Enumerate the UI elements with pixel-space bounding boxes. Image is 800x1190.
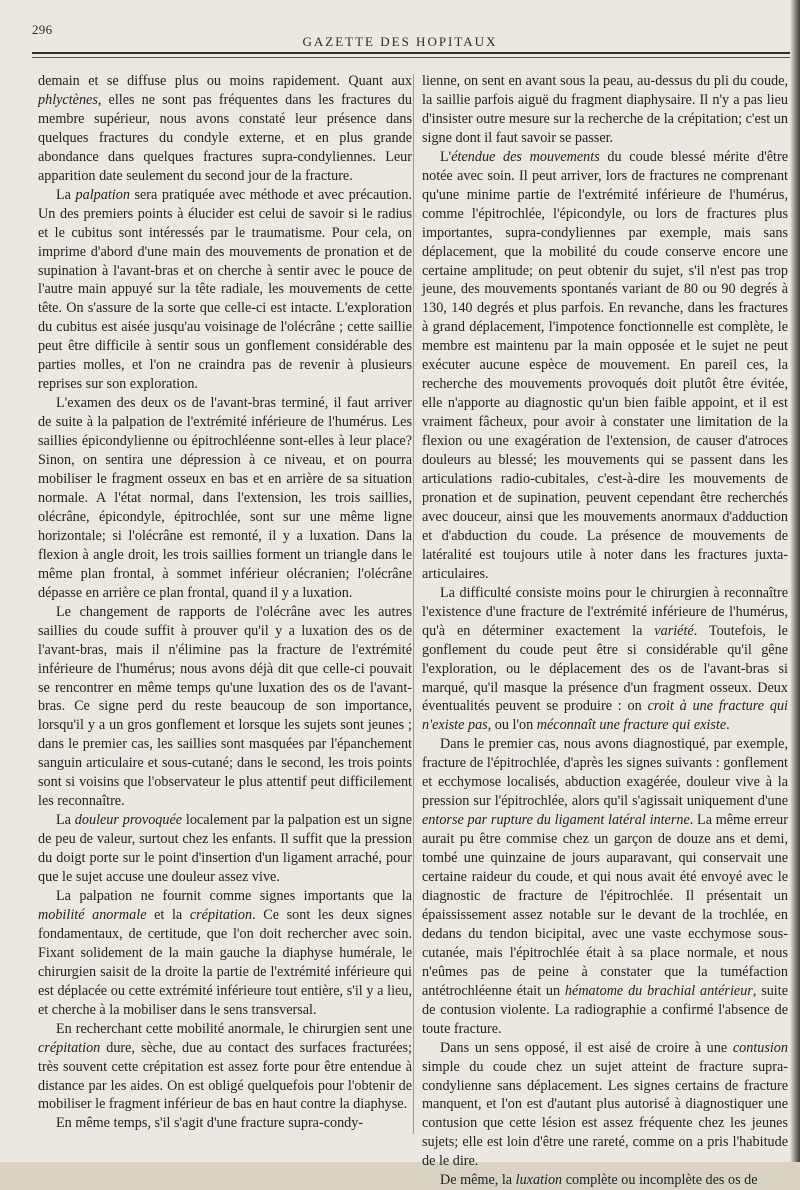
text-run: localement par la palpation est un signe de peu de valeur, surtout chez les enfants. Il suffit que la pression du doigt porte sur le point d'insertion d'un ligament arraché, pour que le sujet accuse une douleur assez vive.: [38, 812, 412, 886]
paragraph: [38, 72, 412, 186]
text-run: . Toutefois, le gonflement du coude peut être si considérable qu'il gêne l'exploration, ou le déplacement des os de l'avant-bras si marqué, qu'il masque la présence d'un fragment osseux. Deux éventualités peuvent se produire : on: [422, 622, 788, 715]
header-rule-thick: [32, 52, 792, 54]
text-run: lienne, on sent en avant sous la peau, au-dessus du pli du coude, la saillie parfois aiguë du fragment diaphysaire. Il n'y a pas lieu d'insister outre mesure sur la recherche de la crépitation; c'est un signe dont il faut savoir se passer.: [422, 73, 788, 146]
text-run: De même, la: [440, 1172, 516, 1189]
text-run: En recherchant cette mobilité anormale, le chirurgien sent une: [56, 1020, 412, 1037]
italic-term: croit à une fracture qui n'existe pas: [422, 698, 788, 734]
italic-term: phlyctènes: [38, 91, 98, 108]
italic-term: variété: [654, 622, 694, 639]
paragraph: [38, 887, 412, 1020]
page-number: 296: [32, 22, 53, 37]
text-run: simple du coude chez un sujet atteint de fracture supra-condylienne sans déplacement. Les signes certains de fracture manquent, et l'on est d'autant plus autorisé à diagnostiquer une contusion que cette lésion est assez fréquente chez les jeunes sujets; elle est loin d'être une rareté, comme on a pris l'habitude de le dire.: [422, 1058, 788, 1170]
text-run: La palpation ne fournit comme signes importants que la: [56, 887, 412, 904]
right-column: [422, 72, 789, 1189]
paragraph: [38, 1114, 412, 1133]
text-run: La: [56, 186, 76, 203]
text-run: La: [56, 812, 75, 829]
text-run: dure, sèche, due au contact des surfaces fracturées; très souvent cette crépitation est assez forte pour être entendue à distance par les aides. On est obligé quelquefois pour l'obtenir de mobiliser le fragment inférieur de bas en haut contre la diaphyse.: [38, 1039, 412, 1113]
column-divider: [413, 74, 414, 1134]
text-run: Dans le premier cas, nous avons diagnostiqué, par exemple, fracture de l'épitrochlée, d'après les signes suivants : gonflement et ecchymose localisés, abduction exagérée, douleur vive à la pression sur l'épitrochlée, alors qu'il s'agissait uniquement d'une: [422, 736, 788, 810]
italic-term: palpation: [75, 186, 130, 203]
text-run: , elles ne sont pas fréquentes dans les fractures du membre supérieur, nous avons constaté leur présence dans quelques fractures du condyle externe, et en plus grande abondance dans quelques fractures supra-condyliennes. Leur apparition date seulement du second jour de la fracture.: [38, 91, 412, 184]
text-run: En même temps, s'il s'agit d'une fracture supra-condy-: [56, 1115, 364, 1132]
text-run: L'examen des deux os de l'avant-bras terminé, il faut arriver de suite à la palpation de l'extrémité inférieure de l'humérus. Les saillies épicondylienne ou épitrochléenne sont-elles à leur place? Sinon, on sentira une dépression à ce niveau, et on pourra mobiliser le fragment osseux en bas et en arrière de sa situation normale. A l'état normal, dans l'extension, les trois saillies, olécrâne, épicondyle, épitrochlée, sont sur une même ligne horizontale; si l'olécrâne est remonté, il y a luxation. Dans la flexion à angle droit, les trois saillies forment un triangle dans le même plan frontal, à sommet inférieur olécranien; l'olécrâne dépasse en arrière ce plan frontal, quand il y a luxation.: [38, 395, 412, 601]
text-run: , ou l'on: [487, 717, 537, 734]
left-column: [38, 72, 412, 1152]
italic-term: entorse par rupture du ligament latéral interne: [422, 812, 690, 829]
text-run: . La même erreur aurait pu être commise chez un garçon de douze ans et demi, tombé une quinzaine de jours auparavant, qui conservait une certaine raideur du coude, et qui nous avait été envoyé avec le diagnostic de fracture de l'épitrochlée. Il présentait un épaississement assez notable sur le devant de la trochlée, en dedans du tendon bicipital, avec une vaste ecchymose sous-cutanée, mais l'épitrochlée était à sa place normale, et nous n'eûmes pas de peine à constater que la tuméfaction antétrochléenne était un: [422, 812, 788, 999]
paragraph: [38, 186, 412, 394]
text-run: et la: [146, 906, 190, 923]
text-run: L': [440, 148, 452, 165]
italic-term: crépitation: [38, 1039, 101, 1056]
paragraph: [38, 603, 412, 811]
italic-term: hématome du brachial antérieur: [564, 982, 753, 999]
italic-term: douleur provoquée: [74, 812, 183, 829]
text-run: complète ou incomplète des os de: [562, 1172, 758, 1189]
text-run: , suite de contusion violente. La radiographie a confirmé l'absence de toute fracture.: [422, 982, 788, 1037]
paragraph: [422, 72, 788, 148]
text-run: sera pratiquée avec méthode et avec précaution. Un des premiers points à élucider est celui de savoir si le radius et le cubitus sont intéressés par le traumatisme. Pour cela, on imprime d'abord d'une main des mouvements de pronation et de supination à l'avant-bras et on cherche à sentir avec le pouce de l'autre main appuyé sur la tête radiale, les mouvements de cette tête. On s'assure de la sorte que celle-ci est intacte. L'exploration du cubitus est aisée jusqu'au voisinage de l'olécrâne ; cette saillie peut être difficile à sentir sous un gonflement considérable des parties molles, et l'on ne craindra pas de revenir à plusieurs reprises sur son exploration.: [38, 186, 412, 393]
italic-term: contusion: [732, 1039, 788, 1056]
page-edge-shadow: [790, 0, 800, 1162]
paragraph: [38, 394, 412, 602]
italic-term: méconnaît une fracture qui existe: [536, 717, 727, 734]
running-title: GAZETTE DES HOPITAUX: [302, 34, 498, 49]
paragraph: [422, 148, 788, 584]
text-run: demain et se diffuse plus ou moins rapidement. Quant aux: [38, 73, 412, 89]
text-run: . Ce sont les deux signes fondamentaux, de certitude, que l'on doit rechercher avec soin. Fixant solidement de la main gauche la diaphyse humérale, le chirurgien saisit de la droite la partie de l'extrémité inférieure qui est déplacée ou cette extrémité inférieure tout entière, s'il y a lieu, et cherche à la mobiliser dans le sens transversal.: [38, 906, 412, 1018]
header-rule-thin: [32, 57, 792, 58]
text-run: Le changement de rapports de l'olécrâne avec les autres saillies du coude suffit à prouver qu'il y a luxation des os de l'avant-bras, mais il n'élimine pas la fracture de l'extrémité inférieure de l'humérus; nous avons déjà dit que celle-ci pouvait se rencontrer en même temps qu'une luxation des os de l'avant-bras. Ce signe perd du reste beaucoup de son importance, lorsqu'il y a un gros gonflement et lorsque les sujets sont jeunes ; dans le premier cas, les saillies sont masquées par l'épanchement sanguin articulaire et sous-cutané; dans le second, les trois points sont si voisins que l'observateur le plus attentif peut difficilement les reconnaître.: [38, 603, 412, 810]
text-run: La difficulté consiste moins pour le chirurgien à reconnaître l'existence d'une fracture de l'extrémité inférieure de l'humérus, qu'à en déterminer exactement la: [422, 584, 788, 639]
text-run: .: [726, 717, 730, 734]
text-run: Dans un sens opposé, il est aisé de croire à une: [440, 1039, 733, 1056]
paragraph: [422, 584, 788, 736]
italic-term: crépitation: [189, 906, 253, 923]
paragraph: [422, 1171, 788, 1190]
paragraph: [422, 1039, 788, 1172]
text-run: du coude blessé mérite d'être notée avec soin. Il peut arriver, lors de fractures ne comprenant qu'une minime partie de l'extrémité inférieure de l'humérus, comme l'épitrochlée, l'épicondyle, ou lors de fractures plus importantes, supra-condyliennes par exemple, mais sans déplacement, que la mobilité du coude conserve encore une certaine amplitude; on peut obtenir du sujet, s'il n'est pas trop jeune, des mouvements spontanés variant de 80 ou 90 degrés à 130, 140 degrés et plus parfois. En revanche, dans les fractures à grand déplacement, l'impotence fonctionnelle est complète, le membre est maintenu par la main opposée et le sujet ne peut exécuter aucune espèce de mouvement. En pareil ces, la recherche des mouvements provoqués doit plutôt être évitée, elle n'apporte au diagnostic qu'un bien faible appoint, et il est vraiment fâcheux, pour avoir à constater une limitation de la flexion ou une exagération de l'extension, de causer d'atroces douleurs au blessé; les mouvements qui se passent dans les articulations radio-cubitales, c'est-à-dire les mouvements de pronation et de supination, peuvent cependant être recherchés avec douceur, ainsi que les mouvements anormaux d'adduction et d'abduction du coude. La présence de mouvements de latéralité est toujours utile à noter dans les fractures juxta-articulaires.: [422, 148, 789, 582]
italic-term: luxation: [515, 1172, 563, 1189]
italic-term: étendue des mouvements: [451, 148, 600, 165]
italic-term: mobilité anormale: [38, 906, 147, 923]
paragraph: [422, 735, 788, 1038]
paragraph: [38, 1020, 412, 1115]
paragraph: [38, 811, 412, 887]
